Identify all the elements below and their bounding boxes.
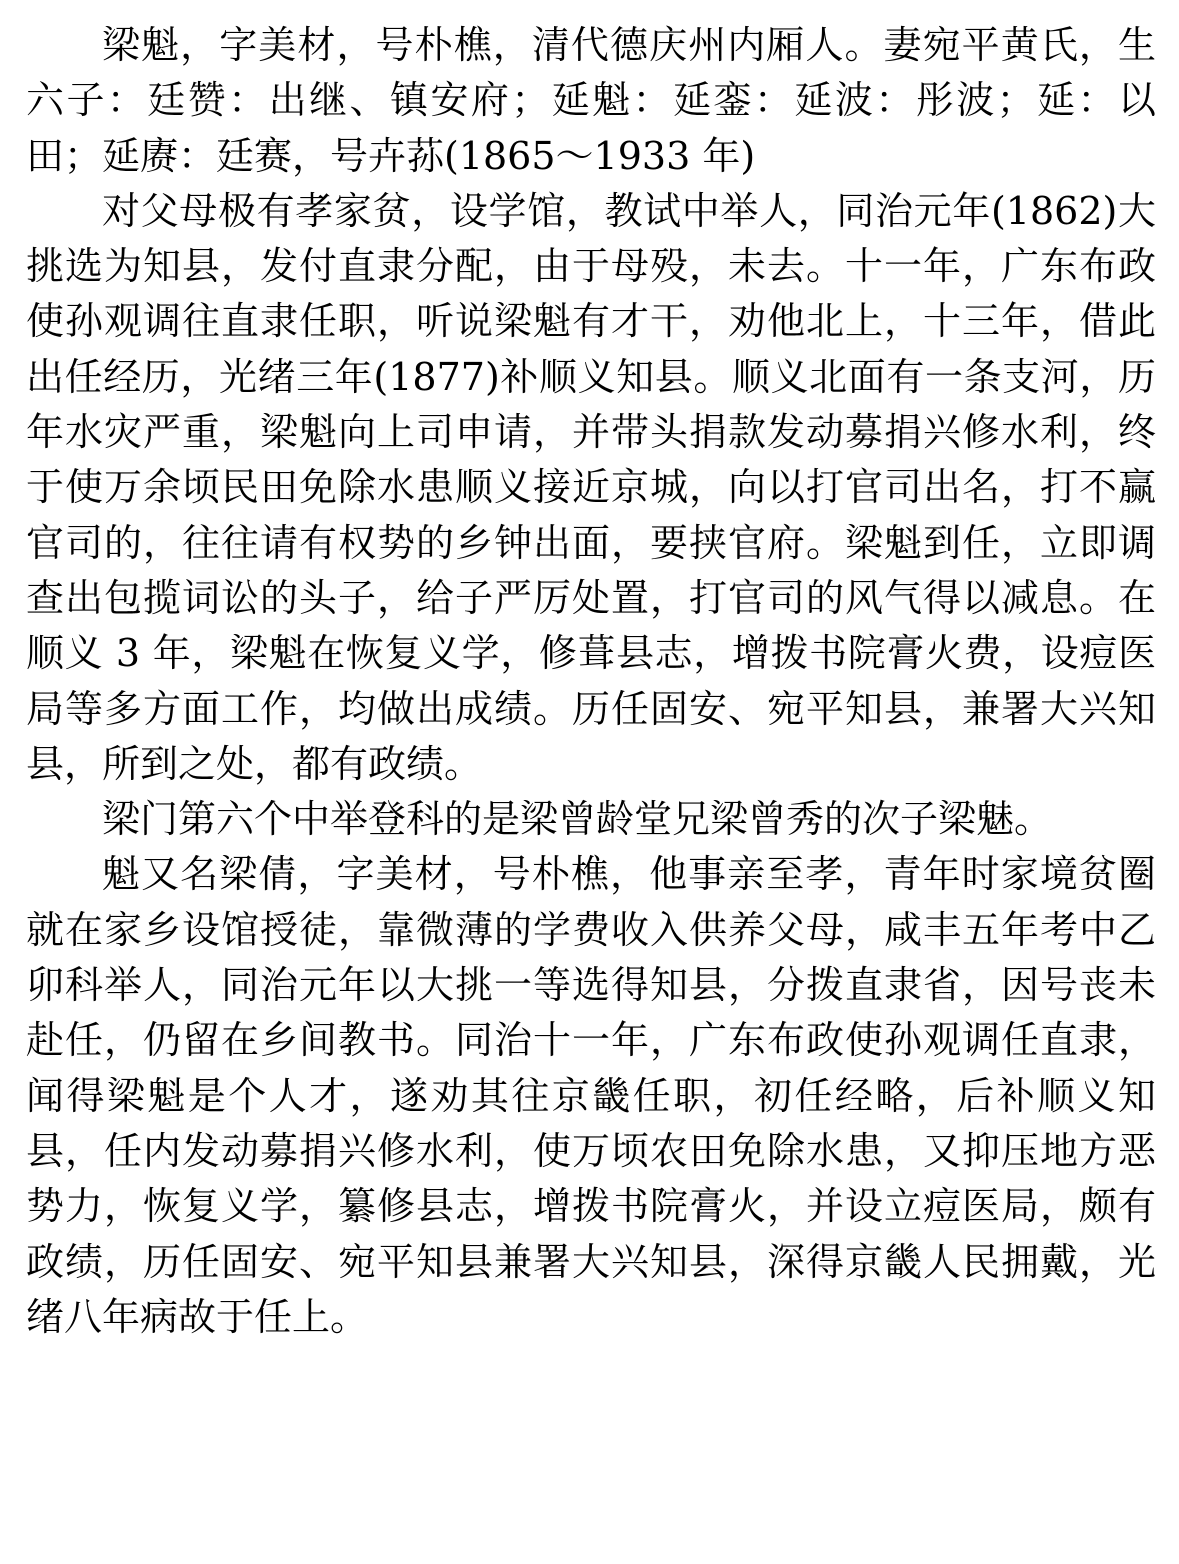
paragraph-biography: 魁又名梁倩，字美材，号朴樵，他事亲至孝，青年时家境贫圈就在家乡设馆授徒，靠微薄的学费收入供养父母，咸丰五年考中乙卯科举人，同治元年以大挑一等选得知县，分拨直隶省，因号丧未赴任，仍留在乡间教书。同治十一年，广东布政使孙观调任直隶，闻得梁魁是个人才，遂劝其往京畿任职，初任经略，后补顺义知县，任内发动募捐兴修水利，使万顷农田免除水患，又抑压地方恶势力，恢复义学，纂修县志，增拨书院膏火，并设立痘医局，颇有政绩，历任固安、宛平知县兼署大兴知县，深得京畿人民拥戴，光绪八年病故于任上。: [26, 852, 1156, 1339]
paragraph-family: 梁魁，字美材，号朴樵，清代德庆州内厢人。妻宛平黄氏，生六子：廷赞：出继、镇安府；延魁：延銮：延波：彤波；延：以田；延赓：廷赛，号卉荪(1865～1933 年): [26, 23, 1156, 178]
paragraph-career: 对父母极有孝家贫，设学馆，教试中举人，同治元年(1862)大挑选为知县，发付直隶分配，由于母殁，未去。十一年，广东布政使孙观调往直隶任职，听说梁魁有才干，劝他北上，十三年，借此出任经历，光绪三年(1877)补顺义知县。顺义北面有一条支河，历年水灾严重，梁魁向上司申请，并带头捐款发动募捐兴修水利，终于使万余顷民田免除水患顺义接近京城，向以打官司出名，打不赢官司的，往往请有权势的乡钟出面，要挟官府。梁魁到任，立即调查出包揽词讼的头子，给子严厉处置，打官司的风气得以减息。在顺义 3 年，梁魁在恢复义学，修葺县志，增拨书院膏火费，设痘医局等多方面工作，均做出成绩。历任固安、宛平知县，兼署大兴知县，所到之处，都有政绩。: [26, 188, 1156, 786]
document-page: [26, 18, 1156, 1345]
paragraph-sixth-juren: 梁门第六个中举登科的是梁曾龄堂兄梁曾秀的次子梁魅。: [102, 797, 1053, 842]
